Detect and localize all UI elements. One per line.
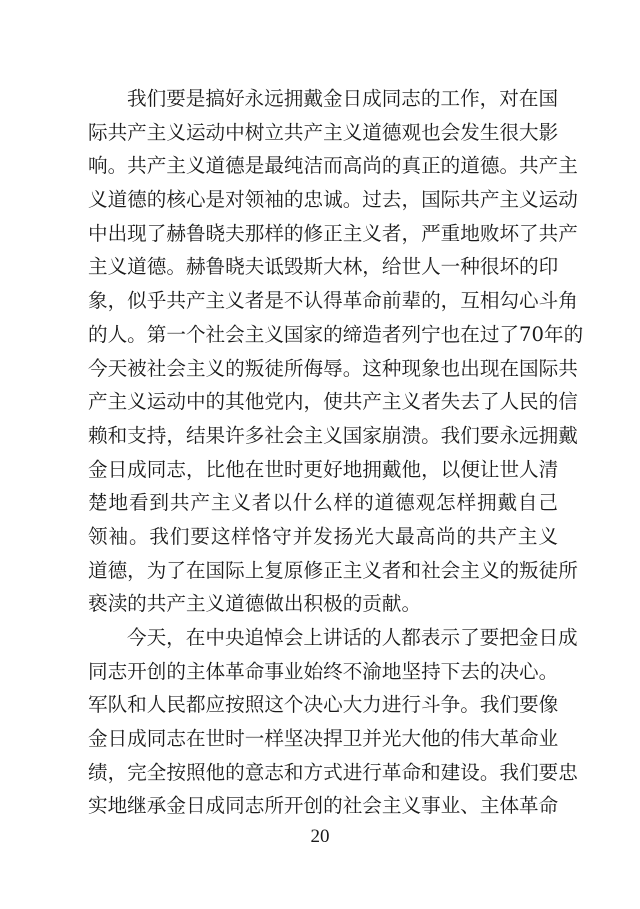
text-line: 绩，完全按照他的意志和方式进行革命和建设。我们要忠 <box>88 760 578 784</box>
page-number: 20 <box>310 826 330 847</box>
text-line: 中出现了赫鲁晓夫那样的修正主义者，严重地败坏了共产 <box>88 221 578 245</box>
text-line: 今天，在中央追悼会上讲话的人都表示了要把金日成 <box>127 626 578 649</box>
text-line: 楚地看到共产主义者以什么样的道德观怎样拥戴自己 <box>88 491 558 515</box>
text-line: 同志开创的主体革命事业始终不渝地坚持下去的决心。 <box>88 659 559 683</box>
text-line: 象，似乎共产主义者是不认得革命前辈的，互相勾心斗角 <box>88 289 578 313</box>
text-line: 金日成同志在世时一样坚决捍卫并光大他的伟大革命业 <box>88 727 559 751</box>
text-line: 响。共产主义道德是最纯洁而高尚的真正的道德。共产主 <box>88 154 578 178</box>
text-line: 产主义运动中的其他党内，使共产主义者失去了人民的信 <box>88 390 578 414</box>
text-line: 赖和支持，结果许多社会主义国家崩溃。我们要永远拥戴 <box>88 423 578 447</box>
text-line: 领袖。我们要这样恪守并发扬光大最高尚的共产主义 <box>88 524 558 548</box>
paragraph-1 <box>88 82 584 621</box>
text-line: 的人。第一个社会主义国家的缔造者列宁也在过了70年的 <box>88 322 584 346</box>
text-line: 军队和人民都应按照这个决心大力进行斗争。我们要像 <box>88 693 559 717</box>
text-line: 金日成同志，比他在世时更好地拥戴他，以便让世人清 <box>88 457 559 481</box>
text-line: 主义道德。赫鲁晓夫诋毁斯大林，给世人一种很坏的印 <box>88 255 559 279</box>
text-line: 实地继承金日成同志所开创的社会主义事业、主体革命 <box>88 794 559 818</box>
text-line: 今天被社会主义的叛徒所侮辱。这种现象也出现在国际共 <box>88 356 578 380</box>
text-line: 我们要是搞好永远拥戴金日成同志的工作，对在国 <box>127 87 559 110</box>
text-line: 道德，为了在国际上复原修正主义者和社会主义的叛徒所 <box>88 558 578 582</box>
text-line: 义道德的核心是对领袖的忠诚。过去，国际共产主义运动 <box>88 188 578 212</box>
paragraph-2 <box>88 621 578 823</box>
text-line: 际共产主义运动中树立共产主义道德观也会发生很大影 <box>88 120 559 144</box>
body-text <box>88 82 584 823</box>
text-line: 亵渎的共产主义道德做出积极的贡献。 <box>88 592 422 616</box>
